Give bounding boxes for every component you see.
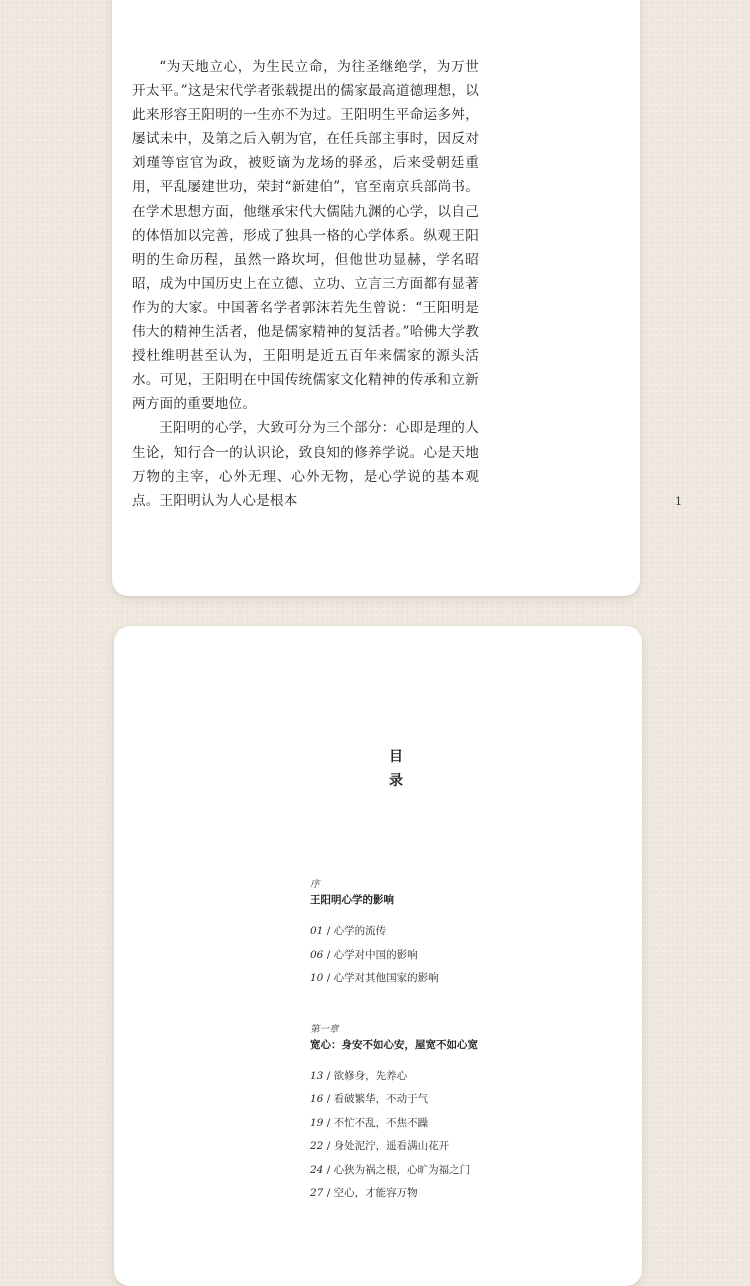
toc-entry-page: 22 (310, 1140, 324, 1152)
toc-entry-title: 心学的流传 (333, 925, 387, 937)
section-title: 王阳明心学的影响 (310, 894, 394, 906)
toc-entry-title: 心学对中国的影响 (333, 948, 418, 961)
preface-paragraph-2: 王阳明的心学，大致可分为三个部分：心即是理的人生论，知行合一的认识论，致良知的修养学说。心是天地万物的主宰，心外无理、心外无物，是心学说的基本观点。王阳明认为人心是根本 (132, 420, 479, 509)
contents-title-char-1: 目 (389, 749, 403, 765)
toc-entry-title: 欲修身，先养心 (333, 1069, 408, 1082)
toc-entry-page: 16 (310, 1093, 324, 1105)
toc-entry-title: 心学对其他国家的影响 (333, 972, 439, 984)
toc-entry-page: 06 (310, 948, 324, 961)
toc-entry-page: 24 (310, 1163, 324, 1176)
preface-text (132, 55, 479, 513)
toc-entry-page: 13 (310, 1069, 324, 1082)
toc-entry[interactable]: 01 / 心学的流传 (310, 925, 387, 937)
toc-entry-title: 身处泥泞，遥看满山花开 (333, 1140, 450, 1152)
toc-entry[interactable]: 13 / 欲修身，先养心 (310, 1069, 408, 1082)
toc-entry[interactable]: 10 / 心学对其他国家的影响 (310, 972, 439, 984)
toc-entry-page: 27 (310, 1187, 324, 1199)
preface-paragraph-1: “为天地立心，为生民立命，为往圣继绝学，为万世开太平。”这是宋代学者张载提出的儒家最高道德理想，以此来形容王阳明的一生亦不为过。王阳明生平命运多舛，屡试未中，及第之后入朝为官，在任兵部主事时，因反对刘瑾等宦官为政，被贬谪为龙场的驿丞，后来受朝廷重用，平乱屡建世功，荣封“新建伯”，官至南京兵部尚书。在学术思想方面，他继承宋代大儒陆九渊的心学，以自己的体悟加以完善，形成了独具一格的心学体系。纵观王阳明的生命历程，虽然一路坎坷，但他世功显赫，学名昭昭，成为中国历史上在立德、立功、立言三方面都有显著作为的大家。中国著名学者郭沫若先生曾说：“王阳明是伟大的精神生活者，他是儒家精神的复活者。”哈佛大学教授杜维明甚至认为，王阳明是近五百年来儒家的源头活水。可见，王阳明在中国传统儒家文化精神的传承和立新两方面的重要地位。 (132, 59, 479, 413)
table-of-contents (310, 878, 560, 1220)
toc-entry-page: 19 (310, 1116, 324, 1129)
toc-entry-title: 不忙不乱，不焦不躁 (333, 1116, 429, 1129)
toc-entry[interactable]: 16 / 看破繁华，不动于气 (310, 1093, 429, 1105)
toc-section-chapter-1 (310, 1023, 560, 1206)
toc-entry-title: 看破繁华，不动于气 (333, 1093, 429, 1105)
section-label: 序 (310, 879, 320, 890)
toc-entry-title: 心狭为祸之根，心旷为福之门 (333, 1163, 471, 1176)
toc-entry-page: 01 (310, 925, 324, 937)
toc-entry[interactable]: 06 / 心学对中国的影响 (310, 948, 418, 961)
toc-entry-page: 10 (310, 972, 324, 984)
toc-entry[interactable]: 27 / 空心，才能容万物 (310, 1187, 418, 1199)
section-title: 宽心：身安不如心安，屋宽不如心宽 (310, 1038, 478, 1051)
page-number: 1 (675, 495, 682, 508)
toc-section-preface (310, 878, 560, 991)
toc-entry[interactable]: 19 / 不忙不乱，不焦不躁 (310, 1116, 429, 1129)
section-label: 第一章 (310, 1023, 339, 1035)
toc-entry[interactable]: 22 / 身处泥泞，遥看满山花开 (310, 1140, 450, 1152)
toc-entry-title: 空心，才能容万物 (333, 1187, 418, 1199)
contents-title (386, 745, 406, 793)
contents-title-char-2: 录 (389, 773, 403, 789)
toc-entry[interactable]: 24 / 心狭为祸之根，心旷为福之门 (310, 1163, 471, 1176)
